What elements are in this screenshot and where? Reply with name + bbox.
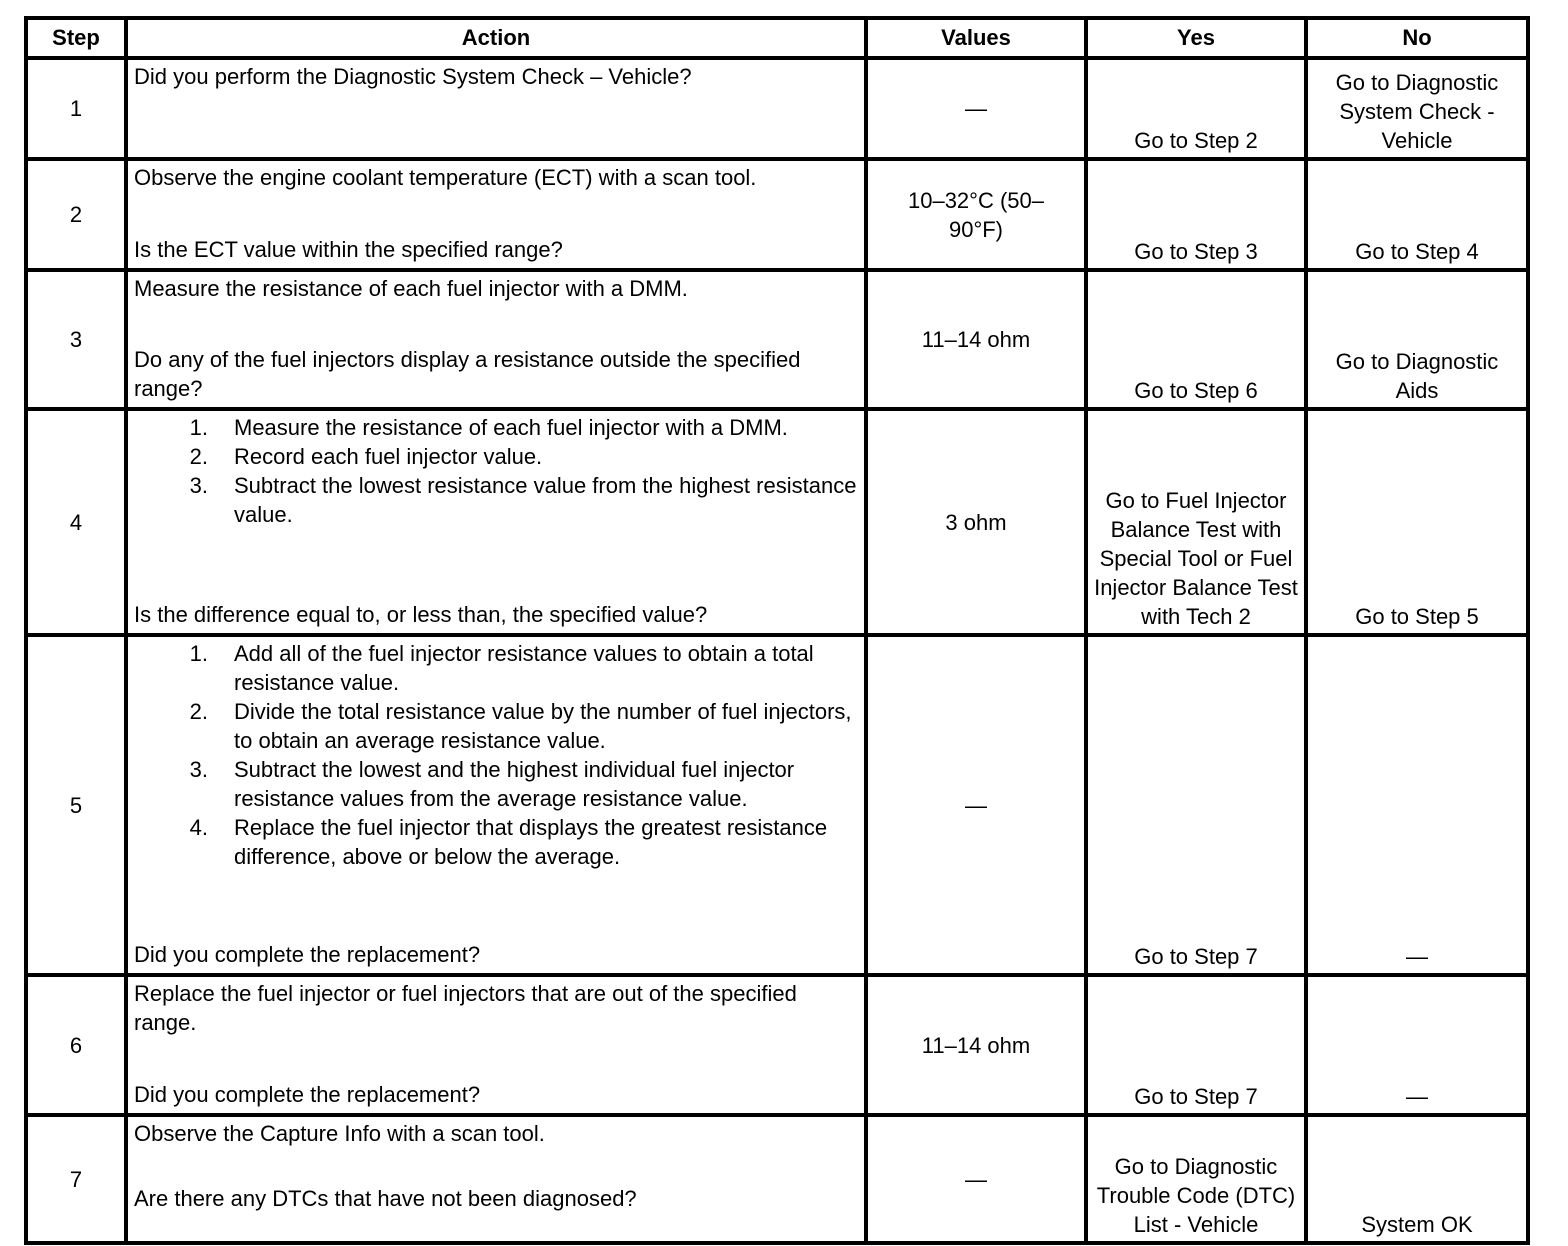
yes-cell xyxy=(1086,58,1306,159)
no-cell xyxy=(1306,635,1528,975)
value-cell: — xyxy=(866,635,1086,975)
yes-text: Go to Step 7 xyxy=(1134,944,1258,969)
table-row xyxy=(26,58,1528,159)
action-text: Observe the engine coolant temperature (ECT) with a scan tool. xyxy=(134,165,757,190)
action-text: Did you perform the Diagnostic System Check – Vehicle? xyxy=(134,64,692,89)
action-question: Are there any DTCs that have not been diagnosed? xyxy=(134,1186,637,1211)
yes-cell xyxy=(1086,635,1306,975)
list-item: 3. Subtract the lowest and the highest individual fuel injector resistance values from the average resistance value. xyxy=(189,757,795,811)
header-values: Values xyxy=(866,18,1086,58)
yes-cell xyxy=(1086,1115,1306,1243)
yes-cell xyxy=(1086,270,1306,409)
step-number: 7 xyxy=(26,1115,126,1243)
action-question: Is the difference equal to, or less than, the specified value? xyxy=(134,602,708,627)
header-no: No xyxy=(1306,18,1528,58)
yes-cell xyxy=(1086,409,1306,635)
action-question: Do any of the fuel injectors display a resistance outside the specified range? xyxy=(134,347,801,401)
action-cell xyxy=(126,409,866,635)
action-cell xyxy=(126,975,866,1115)
action-cell xyxy=(126,1115,866,1243)
action-question: Did you complete the replacement? xyxy=(134,1082,481,1107)
action-question: Is the ECT value within the specified range? xyxy=(134,237,563,262)
no-cell xyxy=(1306,270,1528,409)
action-text: Observe the Capture Info with a scan tool. xyxy=(134,1121,545,1146)
action-list xyxy=(134,639,858,871)
no-text: Go to Step 5 xyxy=(1355,604,1479,629)
yes-cell xyxy=(1086,159,1306,270)
table-row xyxy=(26,635,1528,975)
yes-text: Go to Fuel Injector Balance Test with Special Tool or Fuel Injector Balance Test with Tech 2 xyxy=(1094,488,1298,629)
list-item: 1. Add all of the fuel injector resistance values to obtain a total resistance value. xyxy=(189,641,814,695)
action-question: Did you complete the replacement? xyxy=(134,942,481,967)
value-cell: 11–14 ohm xyxy=(866,975,1086,1115)
no-text: System OK xyxy=(1361,1212,1473,1237)
action-cell xyxy=(126,635,866,975)
yes-text: Go to Step 6 xyxy=(1134,378,1258,403)
no-cell xyxy=(1306,159,1528,270)
table-row xyxy=(26,270,1528,409)
action-list xyxy=(134,413,858,529)
action-text: Replace the fuel injector or fuel injectors that are out of the specified range. xyxy=(134,981,797,1035)
no-text: — xyxy=(1406,1084,1428,1109)
step-number: 2 xyxy=(26,159,126,270)
step-number: 6 xyxy=(26,975,126,1115)
value-cell: — xyxy=(866,1115,1086,1243)
table-row xyxy=(26,1115,1528,1243)
header-action: Action xyxy=(126,18,866,58)
no-cell xyxy=(1306,1115,1528,1243)
header-yes: Yes xyxy=(1086,18,1306,58)
action-cell xyxy=(126,270,866,409)
table-row xyxy=(26,409,1528,635)
no-cell xyxy=(1306,409,1528,635)
action-cell xyxy=(126,58,866,159)
step-number: 5 xyxy=(26,635,126,975)
value-cell xyxy=(866,159,1086,270)
value-text: 10–32°C (50–90°F) xyxy=(907,187,1044,242)
header-step: Step xyxy=(26,18,126,58)
step-number: 4 xyxy=(26,409,126,635)
no-cell xyxy=(1306,975,1528,1115)
value-cell: — xyxy=(866,58,1086,159)
action-cell xyxy=(126,159,866,270)
action-text: Measure the resistance of each fuel injector with a DMM. xyxy=(134,276,688,301)
no-cell xyxy=(1306,58,1528,159)
list-item: 1. Measure the resistance of each fuel injector with a DMM. xyxy=(189,415,788,440)
yes-cell xyxy=(1086,975,1306,1115)
no-text: Go to Diagnostic System Check - Vehicle xyxy=(1335,70,1499,153)
value-cell: 11–14 ohm xyxy=(866,270,1086,409)
yes-text: Go to Step 7 xyxy=(1134,1084,1258,1109)
list-item: 2. Record each fuel injector value. xyxy=(189,444,543,469)
table-row xyxy=(26,159,1528,270)
yes-text: Go to Step 2 xyxy=(1134,128,1258,153)
value-cell: 3 ohm xyxy=(866,409,1086,635)
no-text: Go to Diagnostic Aids xyxy=(1335,349,1499,403)
header-row xyxy=(26,18,1528,58)
no-text: — xyxy=(1406,944,1428,969)
no-text: Go to Step 4 xyxy=(1355,239,1479,264)
yes-text: Go to Step 3 xyxy=(1134,239,1258,264)
yes-text: Go to Diagnostic Trouble Code (DTC) List - Vehicle xyxy=(1096,1154,1296,1237)
list-item: 3. Subtract the lowest resistance value from the highest resistance value. xyxy=(189,473,857,527)
diagnostic-table xyxy=(24,16,1530,1245)
list-item: 2. Divide the total resistance value by the number of fuel injectors, to obtain an average resistance value. xyxy=(189,699,852,753)
table-row xyxy=(26,975,1528,1115)
step-number: 1 xyxy=(26,58,126,159)
list-item: 4. Replace the fuel injector that displays the greatest resistance difference, above or below the average. xyxy=(189,815,828,869)
step-number: 3 xyxy=(26,270,126,409)
